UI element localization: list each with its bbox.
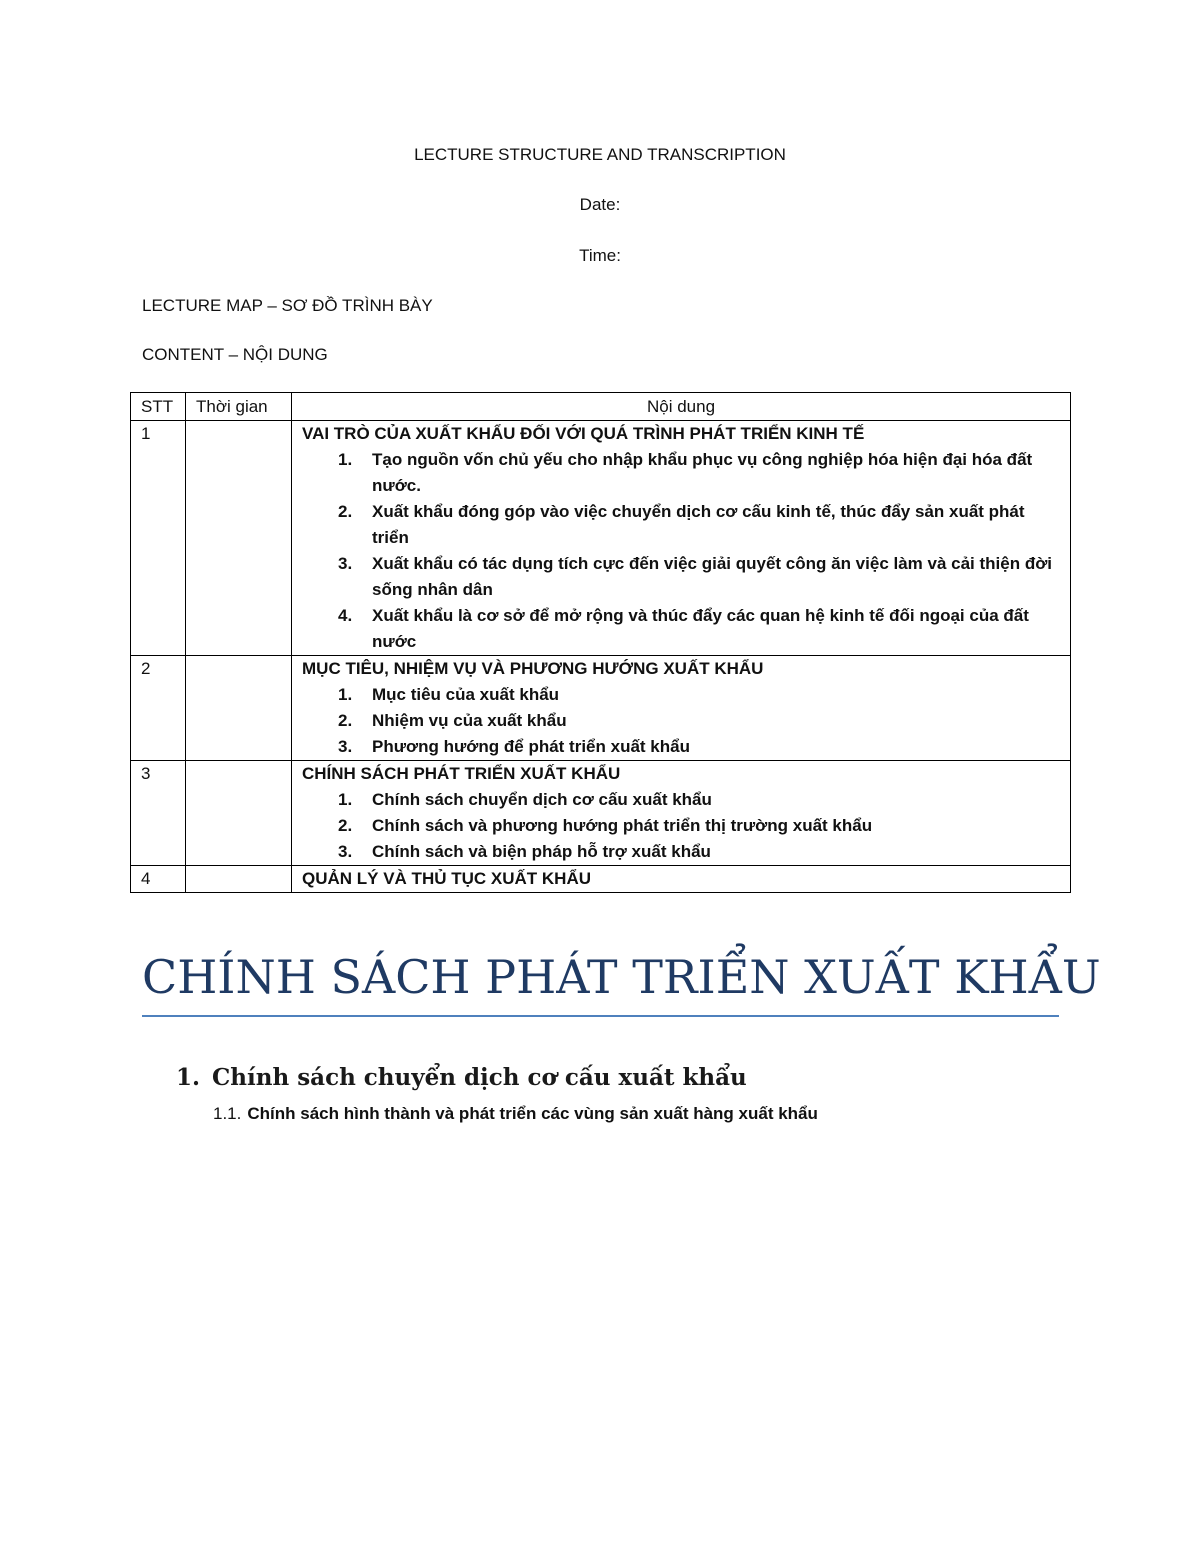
heading-level-2 xyxy=(213,1104,818,1124)
list-item xyxy=(302,734,1060,760)
table-row xyxy=(131,761,1071,866)
date-label: Date: xyxy=(579,195,621,214)
row-title: MỤC TIÊU, NHIỆM VỤ VÀ PHƯƠNG HƯỚNG XUẤT KHẨU xyxy=(302,659,764,678)
list-item xyxy=(302,603,1060,655)
table-row xyxy=(131,421,1071,656)
row-content xyxy=(292,761,1071,866)
list-item-text: Chính sách chuyển dịch cơ cấu xuất khẩu xyxy=(372,790,712,809)
row-number: 2 xyxy=(131,656,186,761)
row-title: VAI TRÒ CỦA XUẤT KHẨU ĐỐI VỚI QUÁ TRÌNH PHÁT TRIỂN KINH TẾ xyxy=(302,424,865,443)
time-label: Time: xyxy=(579,246,621,265)
list-item-text: Xuất khẩu là cơ sở để mở rộng và thúc đẩy các quan hệ kinh tế đối ngoại của đất nước xyxy=(372,606,1029,651)
table-header-row xyxy=(131,393,1071,421)
section-title: CHÍNH SÁCH PHÁT TRIỂN XUẤT KHẨU xyxy=(142,950,1101,1004)
row-content xyxy=(292,421,1071,656)
list-item-number: 4. xyxy=(338,606,353,625)
table-row xyxy=(131,656,1071,761)
row-time xyxy=(186,656,292,761)
list-item-text: Mục tiêu của xuất khẩu xyxy=(372,685,560,704)
list-item xyxy=(302,708,1060,734)
document-title: LECTURE STRUCTURE AND TRANSCRIPTION xyxy=(414,145,786,164)
row-number: 3 xyxy=(131,761,186,866)
list-item xyxy=(302,551,1060,603)
list-item-text: Chính sách và phương hướng phát triển thị trường xuất khẩu xyxy=(372,816,873,835)
list-item-text: Phương hướng để phát triển xuất khẩu xyxy=(372,737,690,756)
list-item xyxy=(302,813,1060,839)
column-header-stt: STT xyxy=(131,393,186,421)
row-content xyxy=(292,656,1071,761)
list-item-number: 1. xyxy=(338,790,353,809)
heading-1-text: Chính sách chuyển dịch cơ cấu xuất khẩu xyxy=(212,1064,747,1091)
column-header-content: Nội dung xyxy=(292,393,1071,421)
row-item-list xyxy=(302,682,1060,760)
list-item-number: 1. xyxy=(338,450,353,469)
row-time xyxy=(186,761,292,866)
row-time xyxy=(186,421,292,656)
list-item-text: Nhiệm vụ của xuất khẩu xyxy=(372,711,567,730)
list-item xyxy=(302,787,1060,813)
row-item-list xyxy=(302,447,1060,655)
column-header-time: Thời gian xyxy=(186,393,292,421)
list-item-number: 1. xyxy=(338,685,353,704)
table-row xyxy=(131,866,1071,893)
row-number: 1 xyxy=(131,421,186,656)
list-item-number: 3. xyxy=(338,554,353,573)
heading-2-number: 1.1. xyxy=(213,1104,242,1123)
content-label: CONTENT – NỘI DUNG xyxy=(142,345,328,364)
list-item xyxy=(302,447,1060,499)
lecture-structure-table xyxy=(130,392,1071,893)
lecture-map-label: LECTURE MAP – SƠ ĐỒ TRÌNH BÀY xyxy=(142,296,433,315)
list-item-text: Tạo nguồn vốn chủ yếu cho nhập khẩu phục vụ công nghiệp hóa hiện đại hóa đất nước. xyxy=(372,450,1033,495)
row-title: QUẢN LÝ VÀ THỦ TỤC XUẤT KHẨU xyxy=(302,869,591,888)
list-item-number: 2. xyxy=(338,816,353,835)
list-item xyxy=(302,839,1060,865)
row-time xyxy=(186,866,292,893)
list-item-text: Xuất khẩu có tác dụng tích cực đến việc giải quyết công ăn việc làm và cải thiện đời sống nhân dân xyxy=(372,554,1053,599)
heading-2-text: Chính sách hình thành và phát triển các vùng sản xuất hàng xuất khẩu xyxy=(247,1104,818,1123)
list-item-number: 2. xyxy=(338,711,353,730)
title-underline xyxy=(142,1015,1059,1017)
list-item-text: Xuất khẩu đóng góp vào việc chuyển dịch cơ cấu kinh tế, thúc đẩy sản xuất phát triển xyxy=(372,502,1025,547)
list-item-number: 2. xyxy=(338,502,353,521)
row-title: CHÍNH SÁCH PHÁT TRIỂN XUẤT KHẨU xyxy=(302,764,621,783)
list-item-text: Chính sách và biện pháp hỗ trợ xuất khẩu xyxy=(372,842,711,861)
heading-1-number: 1. xyxy=(176,1064,201,1091)
row-item-list xyxy=(302,787,1060,865)
list-item xyxy=(302,499,1060,551)
row-content xyxy=(292,866,1071,893)
list-item-number: 3. xyxy=(338,842,353,861)
list-item xyxy=(302,682,1060,708)
heading-level-1 xyxy=(176,1064,747,1091)
row-number: 4 xyxy=(131,866,186,893)
list-item-number: 3. xyxy=(338,737,353,756)
